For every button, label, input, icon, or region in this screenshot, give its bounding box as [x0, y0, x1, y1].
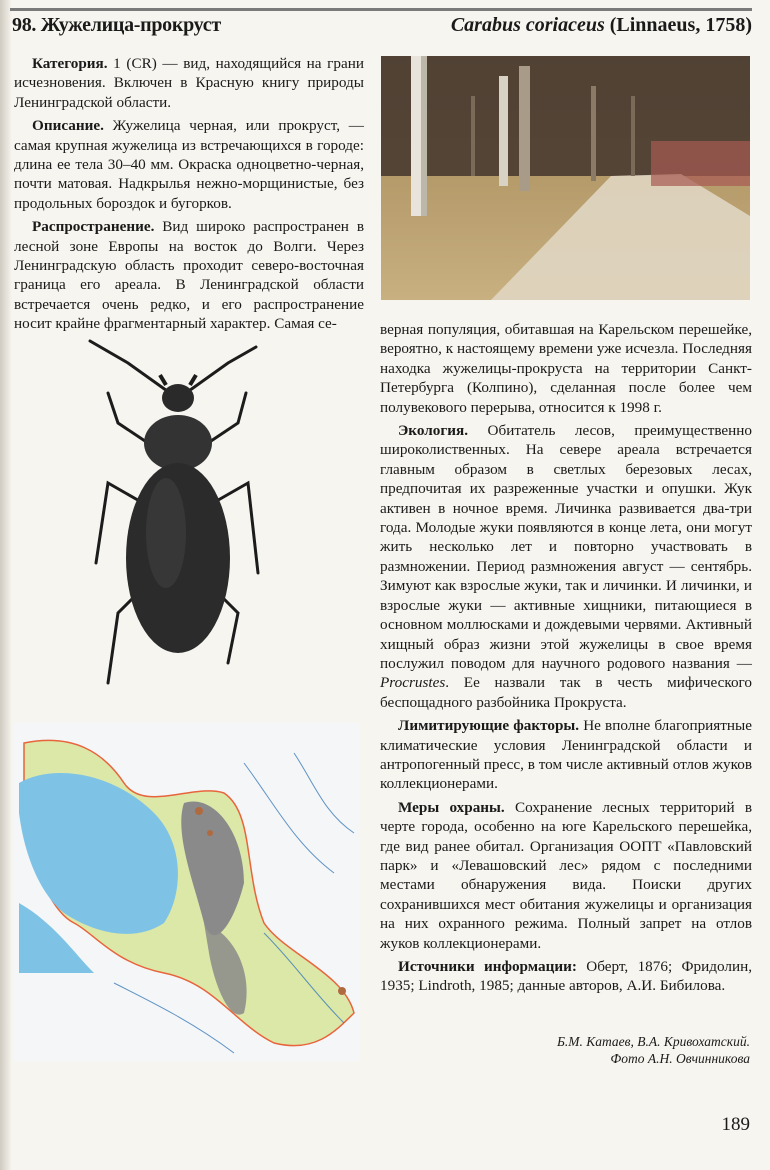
ecology-text-after: . Ее назвали так в честь мифического беспощадного разбойника Прокруста.: [380, 674, 752, 711]
distribution-map: [14, 723, 360, 1061]
page-number: 189: [721, 1114, 750, 1135]
sources-paragraph: [380, 957, 752, 996]
distribution-text: Вид широко распространен в лесной зоне Европы на восток до Волги. Через Ленинградскую область проходит северо-восточная граница его ареала. В Ленинградской области встречается очень редко, и его распространение носит крайне фрагментарный характер. Самая се-: [14, 218, 365, 333]
protection-paragraph: [380, 798, 752, 953]
latin-binomial: Carabus coriaceus: [450, 14, 605, 36]
credits-photo: Фото А.Н. Овчинникова: [610, 1051, 750, 1066]
category-label: Категория.: [32, 55, 108, 72]
credits-authors: Б.М. Катаев, В.А. Кривохатский.: [556, 1034, 750, 1049]
protection-text: Сохранение лесных территорий в черте города, особенно на юге Карельского перешейка, где вид ранее обитал. Организация ООПТ «Павловский парк» и «Левашовский лес» рядом с последними местами обнаружения вида. Поиски других сохранившихся мест обитания жужелицы и организация на них охранного режима. Полный запрет на отлов жуков коллекционерами.: [380, 798, 753, 952]
protection-label: Меры охраны.: [398, 798, 505, 816]
ecology-label: Экология.: [398, 422, 469, 440]
header-rule: [10, 8, 752, 11]
distribution-label: Распространение.: [32, 218, 155, 236]
habitat-photo: [381, 56, 750, 300]
species-latin-name: [451, 14, 752, 37]
credits: [557, 1033, 750, 1067]
sources-label: Источники информации:: [398, 958, 577, 975]
page-gutter-shadow: [0, 0, 12, 1170]
description-paragraph: [14, 116, 364, 213]
species-title: 98. Жужелица-прокруст: [12, 14, 221, 36]
genus-name-italic: Procrustes: [380, 674, 446, 692]
left-column-text: [14, 54, 364, 338]
category-paragraph: [14, 54, 364, 112]
limiting-text: Не вполне благоприятные климатические условия Ленинградской области и антропогенный пресс, в том числе активный отлов жуков коллекционерами.: [380, 717, 752, 793]
beetle-illustration: [78, 333, 278, 693]
right-column-text: [380, 320, 752, 1000]
limiting-label: Лимитирующие факторы.: [398, 717, 580, 735]
limiting-paragraph: [380, 716, 752, 794]
latin-author: (Linnaeus, 1758): [609, 14, 752, 36]
distribution-continued: верная популяция, обитавшая на Карельском перешейке, вероятно, к настоящему времени уже исчезла. Последняя находка жужелицы-прокруста на территории Санкт-Петербурга (Колпино), сделанная после более чем полувекового перерыва, относится к 1998 г.: [380, 321, 752, 416]
description-label: Описание.: [32, 117, 104, 135]
ecology-text: Обитатель лесов, преимущественно широколиственных. На севере ареала встречается главным образом в светлых березовых лесах, предпочитая их разреженные участки и опушки. Жук активен в ночное время. Личинка развивается два-три года. Молодые жуки появляются в конце лета, они могут жить несколько лет и повторно участвовать в размножении. Период размножения август — сентябрь. Зимуют как взрослые жуки, так и личинки. И личинки, и взрослые жуки — активные хищники, питающиеся в основном моллюсками и дождевыми червями. Активный хищный образ жизни этой жужелицы в свое время послужил поводом для научного родового названия —: [380, 422, 752, 672]
description-text: Жужелица черная, или прокруст, — самая крупная жужелица из встречающихся в городе: длина ее тела 30–40 мм. Окраска одноцветно-черная, почти матовая. Надкрылья нежно-морщинистые, без продольных бороздок и бугорков.: [14, 117, 364, 212]
sources-text: Оберт, 1876; Фридолин, 1935; Lindroth, 1985; данные авторов, А.И. Бибилова.: [380, 958, 753, 995]
distribution-paragraph: [14, 217, 364, 333]
category-text: 1 (CR) — вид, находящийся на грани исчезновения. Включен в Красную книгу природы Ленинградской области.: [14, 55, 364, 111]
ecology-paragraph: [380, 421, 752, 712]
